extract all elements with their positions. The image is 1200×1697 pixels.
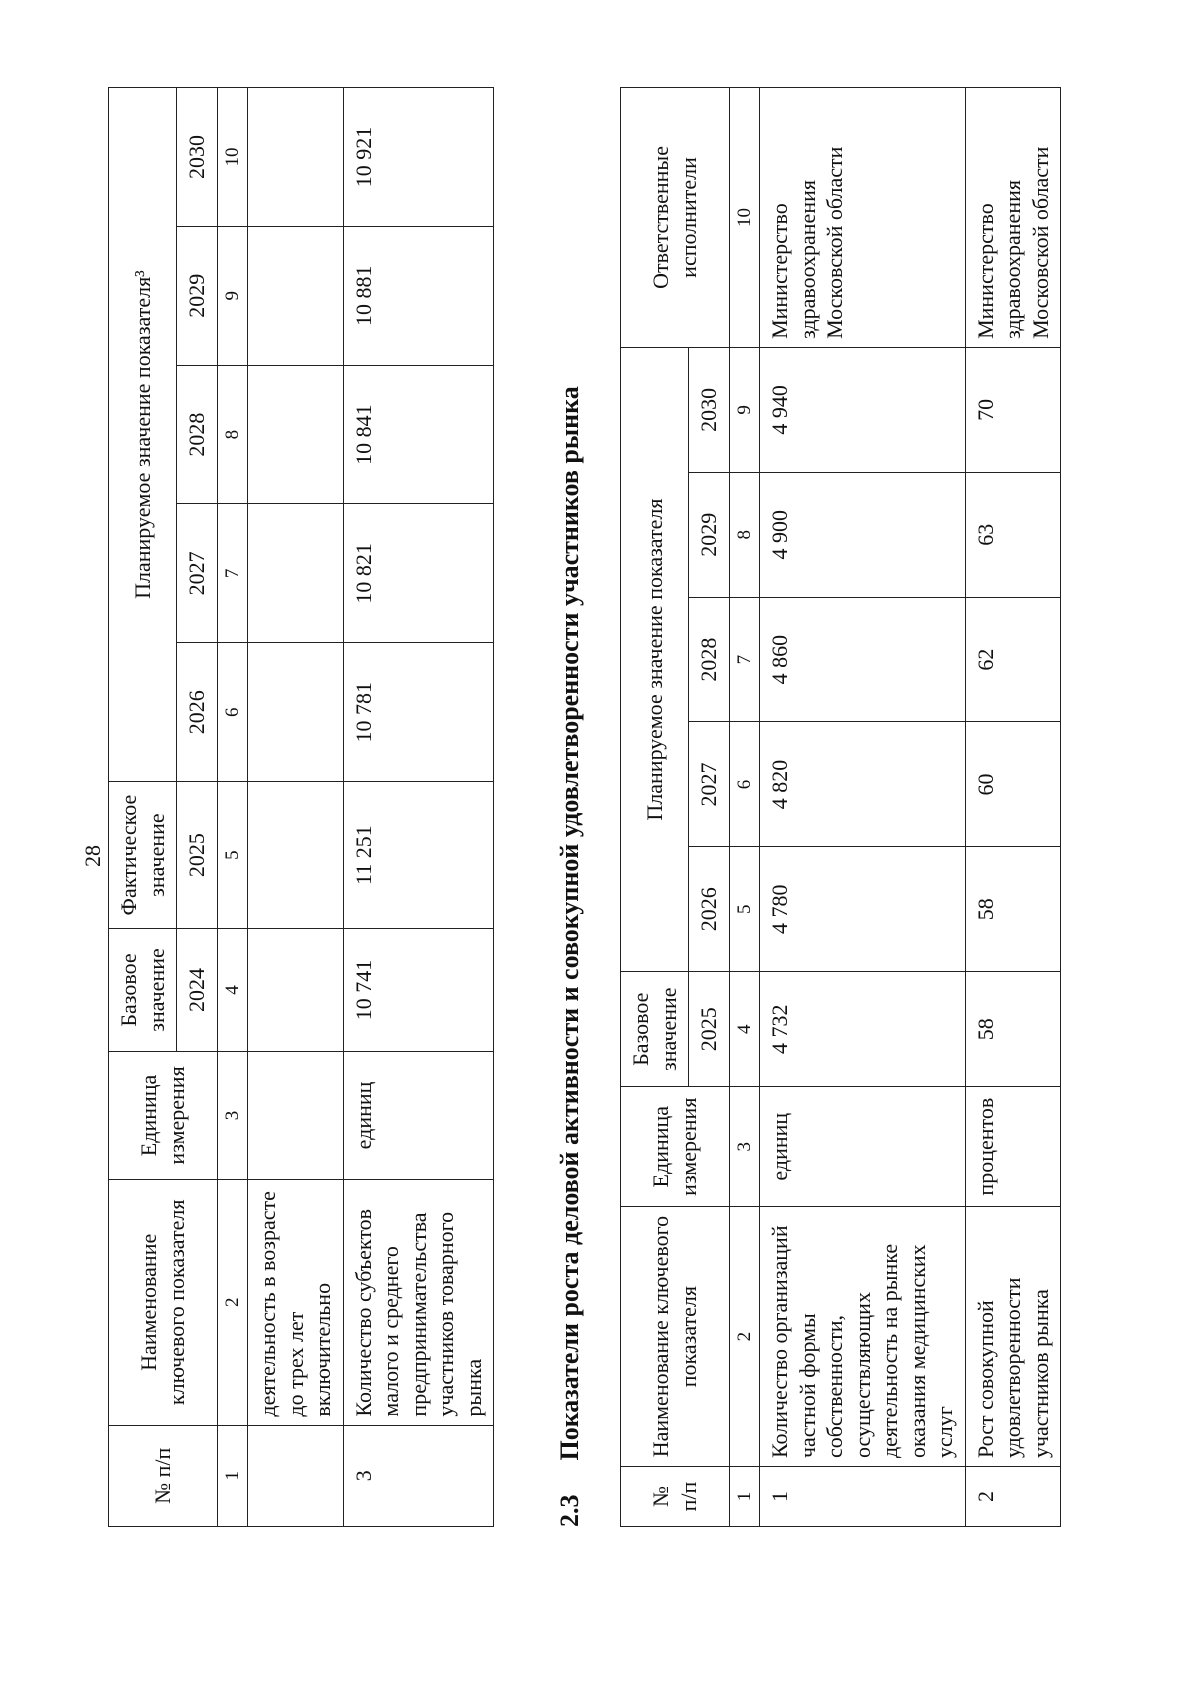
header-name: Наименование ключевого показателя: [109, 1180, 218, 1426]
index-cell: 5: [729, 847, 760, 972]
index-cell: 8: [217, 365, 248, 504]
table-row: [965, 88, 1061, 1527]
row-value: 4 940: [760, 347, 966, 472]
row-value: 60: [965, 722, 1061, 847]
row-num: 3: [343, 1425, 494, 1526]
row-value: [248, 365, 344, 504]
row-value: [248, 88, 344, 227]
index-cell: 8: [729, 472, 760, 597]
row-value: 58: [965, 972, 1061, 1087]
index-cell: 10: [729, 88, 760, 348]
page-number: 28: [80, 845, 105, 867]
header-num: № п/п: [621, 1467, 730, 1527]
header-year-2030: 2030: [177, 88, 218, 227]
index-cell: 6: [729, 722, 760, 847]
row-value: 4 780: [760, 847, 966, 972]
row-name: Рост совокупной удовлетворенности участников рынка: [965, 1207, 1061, 1467]
index-cell: 2: [217, 1180, 248, 1426]
row-value: 4 732: [760, 972, 966, 1087]
header-num: № п/п: [109, 1425, 218, 1526]
row-value: 58: [965, 847, 1061, 972]
row-value: [248, 504, 344, 643]
row-responsible: Министерство здравоохранения Московской области: [965, 88, 1061, 348]
index-cell: 9: [217, 226, 248, 365]
header-year-2026: 2026: [177, 643, 218, 782]
indicators-table-1: [108, 87, 494, 1527]
header-year-2027: 2027: [689, 722, 730, 847]
row-name: Количество субъектов малого и среднего предпринимательства участников товарного рынка: [343, 1180, 494, 1426]
header-year-2024: 2024: [177, 929, 218, 1052]
row-name: Количество организаций частной формы собственности, осуществляющих деятельность на рынке оказания медицинских услуг: [760, 1207, 966, 1467]
index-cell: 4: [729, 972, 760, 1087]
header-unit: Единица измерения: [621, 1087, 730, 1207]
row-value: 10 781: [343, 643, 494, 782]
header-year-2025: 2025: [177, 782, 218, 929]
section-number: 2.3: [555, 1494, 584, 1527]
row-value: 10 881: [343, 226, 494, 365]
header-year-2028: 2028: [177, 365, 218, 504]
header-base: Базовое значение: [109, 929, 177, 1052]
row-value: 11 251: [343, 782, 494, 929]
header-planned: Планируемое значение показателя: [621, 347, 689, 971]
header-base: Базовое значение: [621, 972, 689, 1087]
section-heading: Показатели роста деловой активности и совокупной удовлетворенности участников рынка: [555, 386, 584, 1461]
header-name: Наименование ключевого показателя: [621, 1207, 730, 1467]
index-cell: 3: [729, 1087, 760, 1207]
row-unit: [248, 1051, 344, 1179]
column-index-row: [729, 88, 760, 1527]
row-unit: процентов: [965, 1087, 1061, 1207]
header-year-2029: 2029: [177, 226, 218, 365]
table-row: [760, 88, 966, 1527]
row-value: [248, 226, 344, 365]
index-cell: 6: [217, 643, 248, 782]
header-responsible: Ответственные исполнители: [621, 88, 730, 348]
row-value: 10 741: [343, 929, 494, 1052]
header-year-2026: 2026: [689, 847, 730, 972]
header-year-2028: 2028: [689, 597, 730, 722]
row-num: [248, 1425, 344, 1526]
index-cell: 5: [217, 782, 248, 929]
header-year-2027: 2027: [177, 504, 218, 643]
indicators-table-2: [620, 87, 1061, 1527]
header-fact: Фактическое значение: [109, 782, 177, 929]
row-value: [248, 929, 344, 1052]
row-num: 1: [760, 1467, 966, 1527]
column-index-row: [217, 88, 248, 1527]
row-value: 63: [965, 472, 1061, 597]
row-unit: единиц: [760, 1087, 966, 1207]
row-value: 10 821: [343, 504, 494, 643]
index-cell: 4: [217, 929, 248, 1052]
index-cell: 2: [729, 1207, 760, 1467]
table-row: [343, 88, 494, 1527]
row-responsible: Министерство здравоохранения Московской области: [760, 88, 966, 348]
row-value: 62: [965, 597, 1061, 722]
row-value: [248, 643, 344, 782]
table-row: [248, 88, 344, 1527]
row-unit: единиц: [343, 1051, 494, 1179]
header-year-2030: 2030: [689, 347, 730, 472]
row-value: 70: [965, 347, 1061, 472]
index-cell: 9: [729, 347, 760, 472]
index-cell: 7: [217, 504, 248, 643]
header-planned: Планируемое значение показателя³: [109, 88, 177, 782]
index-cell: 10: [217, 88, 248, 227]
index-cell: 1: [217, 1425, 248, 1526]
row-value: 10 921: [343, 88, 494, 227]
row-value: 4 860: [760, 597, 966, 722]
index-cell: 7: [729, 597, 760, 722]
row-value: 10 841: [343, 365, 494, 504]
row-value: [248, 782, 344, 929]
row-value: 4 900: [760, 472, 966, 597]
row-num: 2: [965, 1467, 1061, 1527]
header-unit: Единица измерения: [109, 1051, 218, 1179]
header-year-2025: 2025: [689, 972, 730, 1087]
index-cell: 3: [217, 1051, 248, 1179]
row-value: 4 820: [760, 722, 966, 847]
header-year-2029: 2029: [689, 472, 730, 597]
index-cell: 1: [729, 1467, 760, 1527]
row-name: деятельность в возрасте до трех лет включительно: [248, 1180, 344, 1426]
section-title: [555, 386, 585, 1527]
